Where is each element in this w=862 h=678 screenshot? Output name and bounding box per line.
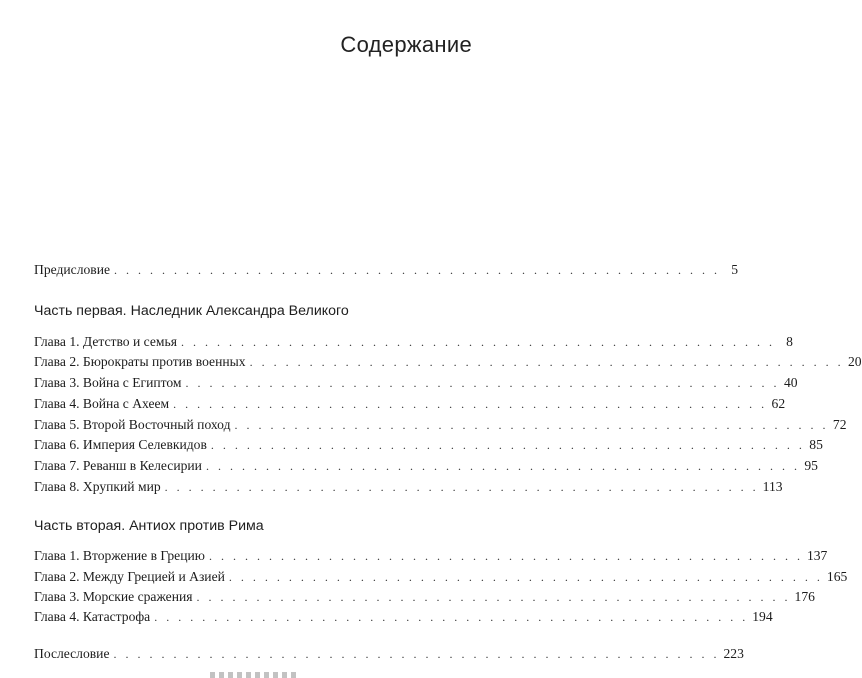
entry-label: Глава 3. Война с Египтом (34, 375, 182, 390)
toc-entry[interactable] (34, 417, 847, 437)
entry-label: Глава 3. Морские сражения (34, 589, 193, 604)
entry-page-number: 72 (832, 417, 847, 432)
entry-page-number: 137 (806, 548, 828, 563)
dot-leader: . . . . . . . . . . . . . . . . . . . . . . . . . . . . . . . . . . . . . . . . . . . . . . . . . . (185, 376, 780, 390)
dot-leader: . . . . . . . . . . . . . . . . . . . . . . . . . . . . . . . . . . . . . . . . . . . . . . . . . . . (113, 647, 720, 661)
toc-entry[interactable] (34, 589, 815, 609)
entry-page-number: 62 (771, 396, 786, 411)
entry-page-number: 40 (783, 375, 798, 390)
entry-label: Глава 5. Второй Восточный поход (34, 417, 231, 432)
entry-label: Глава 7. Реванш в Келесирии (34, 458, 202, 473)
entry-page-number: 95 (804, 458, 818, 473)
dot-leader: . . . . . . . . . . . . . . . . . . . . . . . . . . . . . . . . . . . . . . . . . . . . . . . . . . (210, 438, 805, 452)
dot-leader: . . . . . . . . . . . . . . . . . . . . . . . . . . . . . . . . . . . . . . . . . . . . . . . . . . (173, 397, 768, 411)
entry-label: Глава 8. Хрупкий мир (34, 479, 161, 494)
entry-page-number: 176 (794, 589, 815, 604)
dot-leader: . . . . . . . . . . . . . . . . . . . . . . . . . . . . . . . . . . . . . . . . . . . . . . . . . . (164, 480, 759, 494)
entry-label: Глава 4. Катастрофа (34, 609, 151, 624)
part-heading-2: Часть вторая. Антиох против Рима (34, 518, 264, 534)
dot-leader: . . . . . . . . . . . . . . . . . . . . . . . . . . . . . . . . . . . . . . . . . . . . . . . . . . (196, 590, 791, 604)
part-heading-1: Часть первая. Наследник Александра Великого (34, 303, 349, 319)
dot-leader: . . . . . . . . . . . . . . . . . . . . . . . . . . . . . . . . . . . . . . . . . . . . . . . . . . (249, 355, 844, 369)
toc-entry[interactable] (34, 569, 848, 589)
dot-leader: . . . . . . . . . . . . . . . . . . . . . . . . . . . . . . . . . . . . . . . . . . . . . . . . . . (234, 418, 829, 432)
entry-label: Глава 1. Вторжение в Грецию (34, 548, 205, 563)
dot-leader: . . . . . . . . . . . . . . . . . . . . . . . . . . . . . . . . . . . . . . . . . . . . . . . . . . (228, 570, 823, 584)
toc-entry[interactable] (34, 334, 793, 354)
toc-entry[interactable] (34, 458, 818, 478)
dot-leader: . . . . . . . . . . . . . . . . . . . . . . . . . . . . . . . . . . . . . . . . . . . . . . . . . . (205, 459, 800, 473)
toc-entry-afterword[interactable] (34, 646, 744, 666)
entry-page-number: 194 (752, 609, 773, 624)
entry-label: Предисловие (34, 262, 111, 277)
toc-entry[interactable] (34, 375, 798, 395)
dot-leader: . . . . . . . . . . . . . . . . . . . . . . . . . . . . . . . . . . . . . . . . . . . . . . . . . . . (114, 263, 721, 277)
entry-label: Глава 2. Бюрократы против военных (34, 354, 246, 369)
toc-entry[interactable] (34, 548, 828, 568)
bottom-edge-mark (210, 672, 300, 678)
dot-leader: . . . . . . . . . . . . . . . . . . . . . . . . . . . . . . . . . . . . . . . . . . . . . . . . . . (208, 549, 803, 563)
entry-label: Глава 2. Между Грецией и Азией (34, 569, 225, 584)
entry-page-number: 85 (809, 437, 823, 452)
entry-label: Послесловие (34, 646, 110, 661)
entry-label: Глава 6. Империя Селевкидов (34, 437, 207, 452)
toc-entry[interactable] (34, 609, 773, 629)
entry-label: Глава 4. Война с Ахеем (34, 396, 170, 411)
entry-label: Глава 1. Детство и семья (34, 334, 177, 349)
entry-page-number: 8 (786, 334, 793, 349)
toc-entry[interactable] (34, 437, 823, 457)
entry-page-number: 165 (826, 569, 848, 584)
toc-entry-preface[interactable] (34, 262, 739, 282)
entry-page-number: 5 (731, 262, 739, 277)
dot-leader: . . . . . . . . . . . . . . . . . . . . . . . . . . . . . . . . . . . . . . . . . . . . . . . . . . (180, 335, 775, 349)
toc-title: Содержание (340, 32, 472, 57)
toc-entry[interactable] (34, 479, 783, 499)
entry-page-number: 20 (847, 354, 862, 369)
toc-entry[interactable] (34, 396, 786, 416)
toc-entry[interactable] (34, 354, 862, 374)
entry-page-number: 113 (762, 479, 783, 494)
dot-leader: . . . . . . . . . . . . . . . . . . . . . . . . . . . . . . . . . . . . . . . . . . . . . . . . . . (154, 610, 749, 624)
entry-page-number: 223 (723, 646, 744, 661)
